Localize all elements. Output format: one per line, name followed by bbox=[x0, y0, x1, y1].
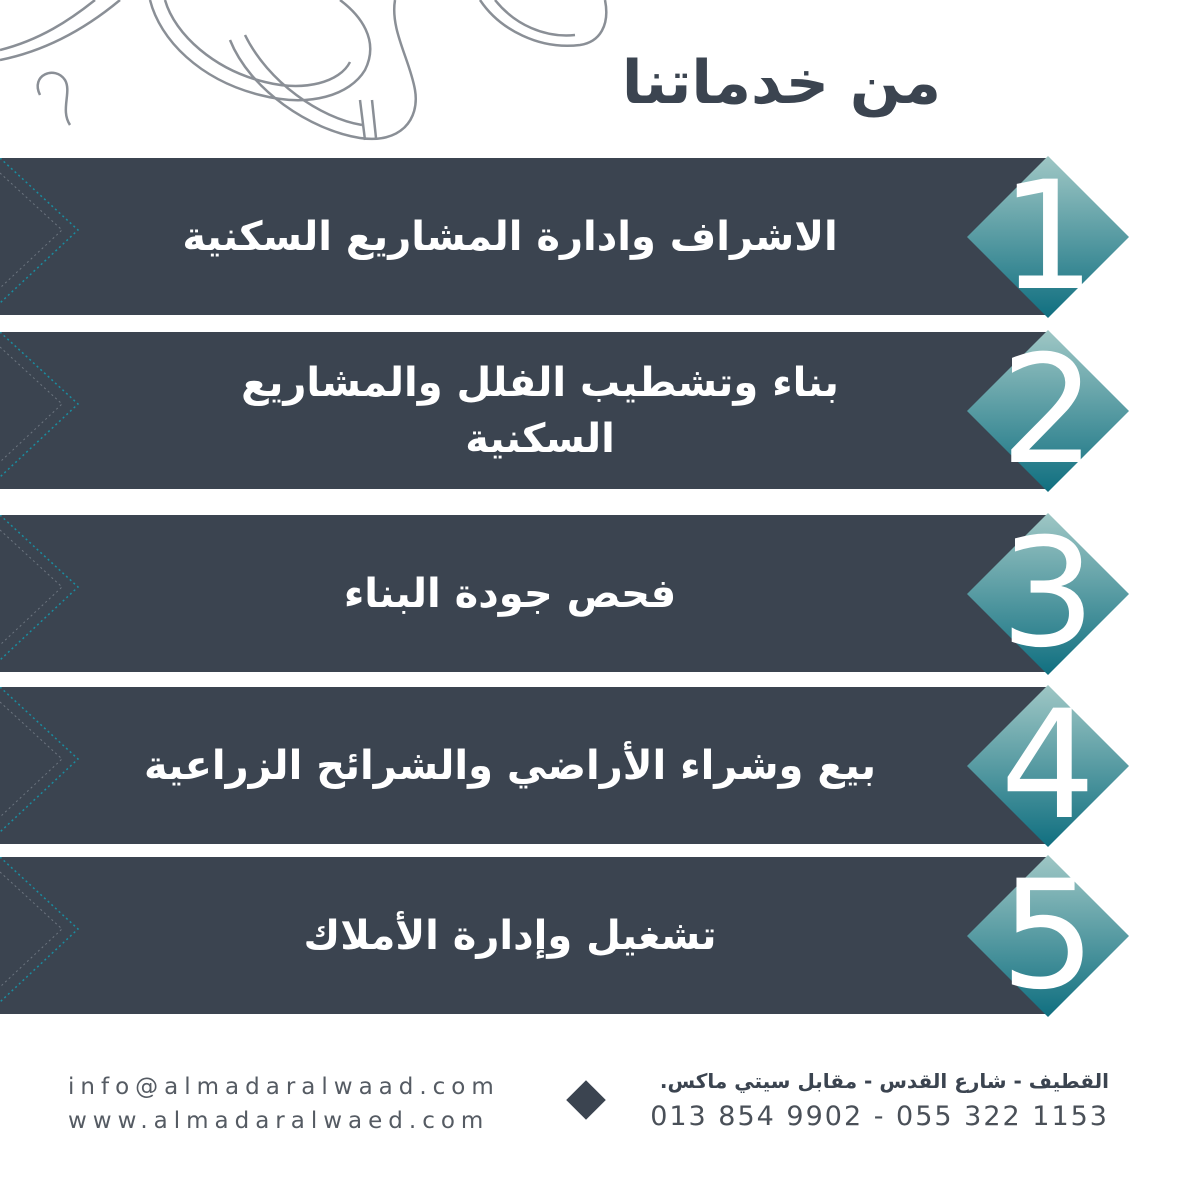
service-band bbox=[0, 158, 1050, 315]
service-number-badge bbox=[965, 679, 1131, 853]
service-label: بناء وتشطيب الفلل والمشاريع السكنية bbox=[241, 359, 839, 462]
service-number-badge bbox=[965, 150, 1131, 324]
service-number: 3 bbox=[1000, 507, 1096, 681]
page-title: من خدماتنا bbox=[621, 48, 941, 118]
service-number: 1 bbox=[1000, 150, 1096, 324]
website-link[interactable]: www.almadaralwaed.com bbox=[68, 1108, 490, 1134]
footer-contact-address bbox=[650, 1065, 1109, 1137]
service-label: بيع وشراء الأراضي والشرائح الزراعية bbox=[144, 742, 876, 789]
footer-contact-web bbox=[68, 1070, 500, 1138]
service-label: فحص جودة البناء bbox=[343, 570, 677, 617]
service-label: الاشراف وادارة المشاريع السكنية bbox=[182, 213, 838, 260]
service-number: 4 bbox=[1000, 679, 1096, 853]
email-link[interactable]: info@almadaralwaad.com bbox=[68, 1074, 500, 1100]
service-band bbox=[0, 687, 1050, 844]
chevron-decoration-icon bbox=[0, 687, 90, 844]
service-label: تشغيل وإدارة الأملاك bbox=[303, 912, 717, 959]
chevron-decoration-icon bbox=[0, 158, 90, 315]
service-number-badge bbox=[965, 507, 1131, 681]
service-band bbox=[0, 857, 1050, 1014]
chevron-decoration-icon bbox=[0, 332, 90, 489]
service-number-badge bbox=[965, 324, 1131, 498]
service-band bbox=[0, 332, 1050, 489]
calligraphy-decoration bbox=[0, 0, 620, 160]
chevron-decoration-icon bbox=[0, 857, 90, 1014]
phone-numbers: 013 854 9902 - 055 322 1153 bbox=[650, 1101, 1109, 1132]
service-number-badge bbox=[965, 849, 1131, 1023]
diamond-bullet-icon bbox=[566, 1080, 606, 1120]
service-number: 2 bbox=[1000, 324, 1096, 498]
service-number: 5 bbox=[1000, 849, 1096, 1023]
address-text: القطيف - شارع القدس - مقابل سيتي ماكس. bbox=[659, 1069, 1109, 1093]
chevron-decoration-icon bbox=[0, 515, 90, 672]
service-band bbox=[0, 515, 1050, 672]
